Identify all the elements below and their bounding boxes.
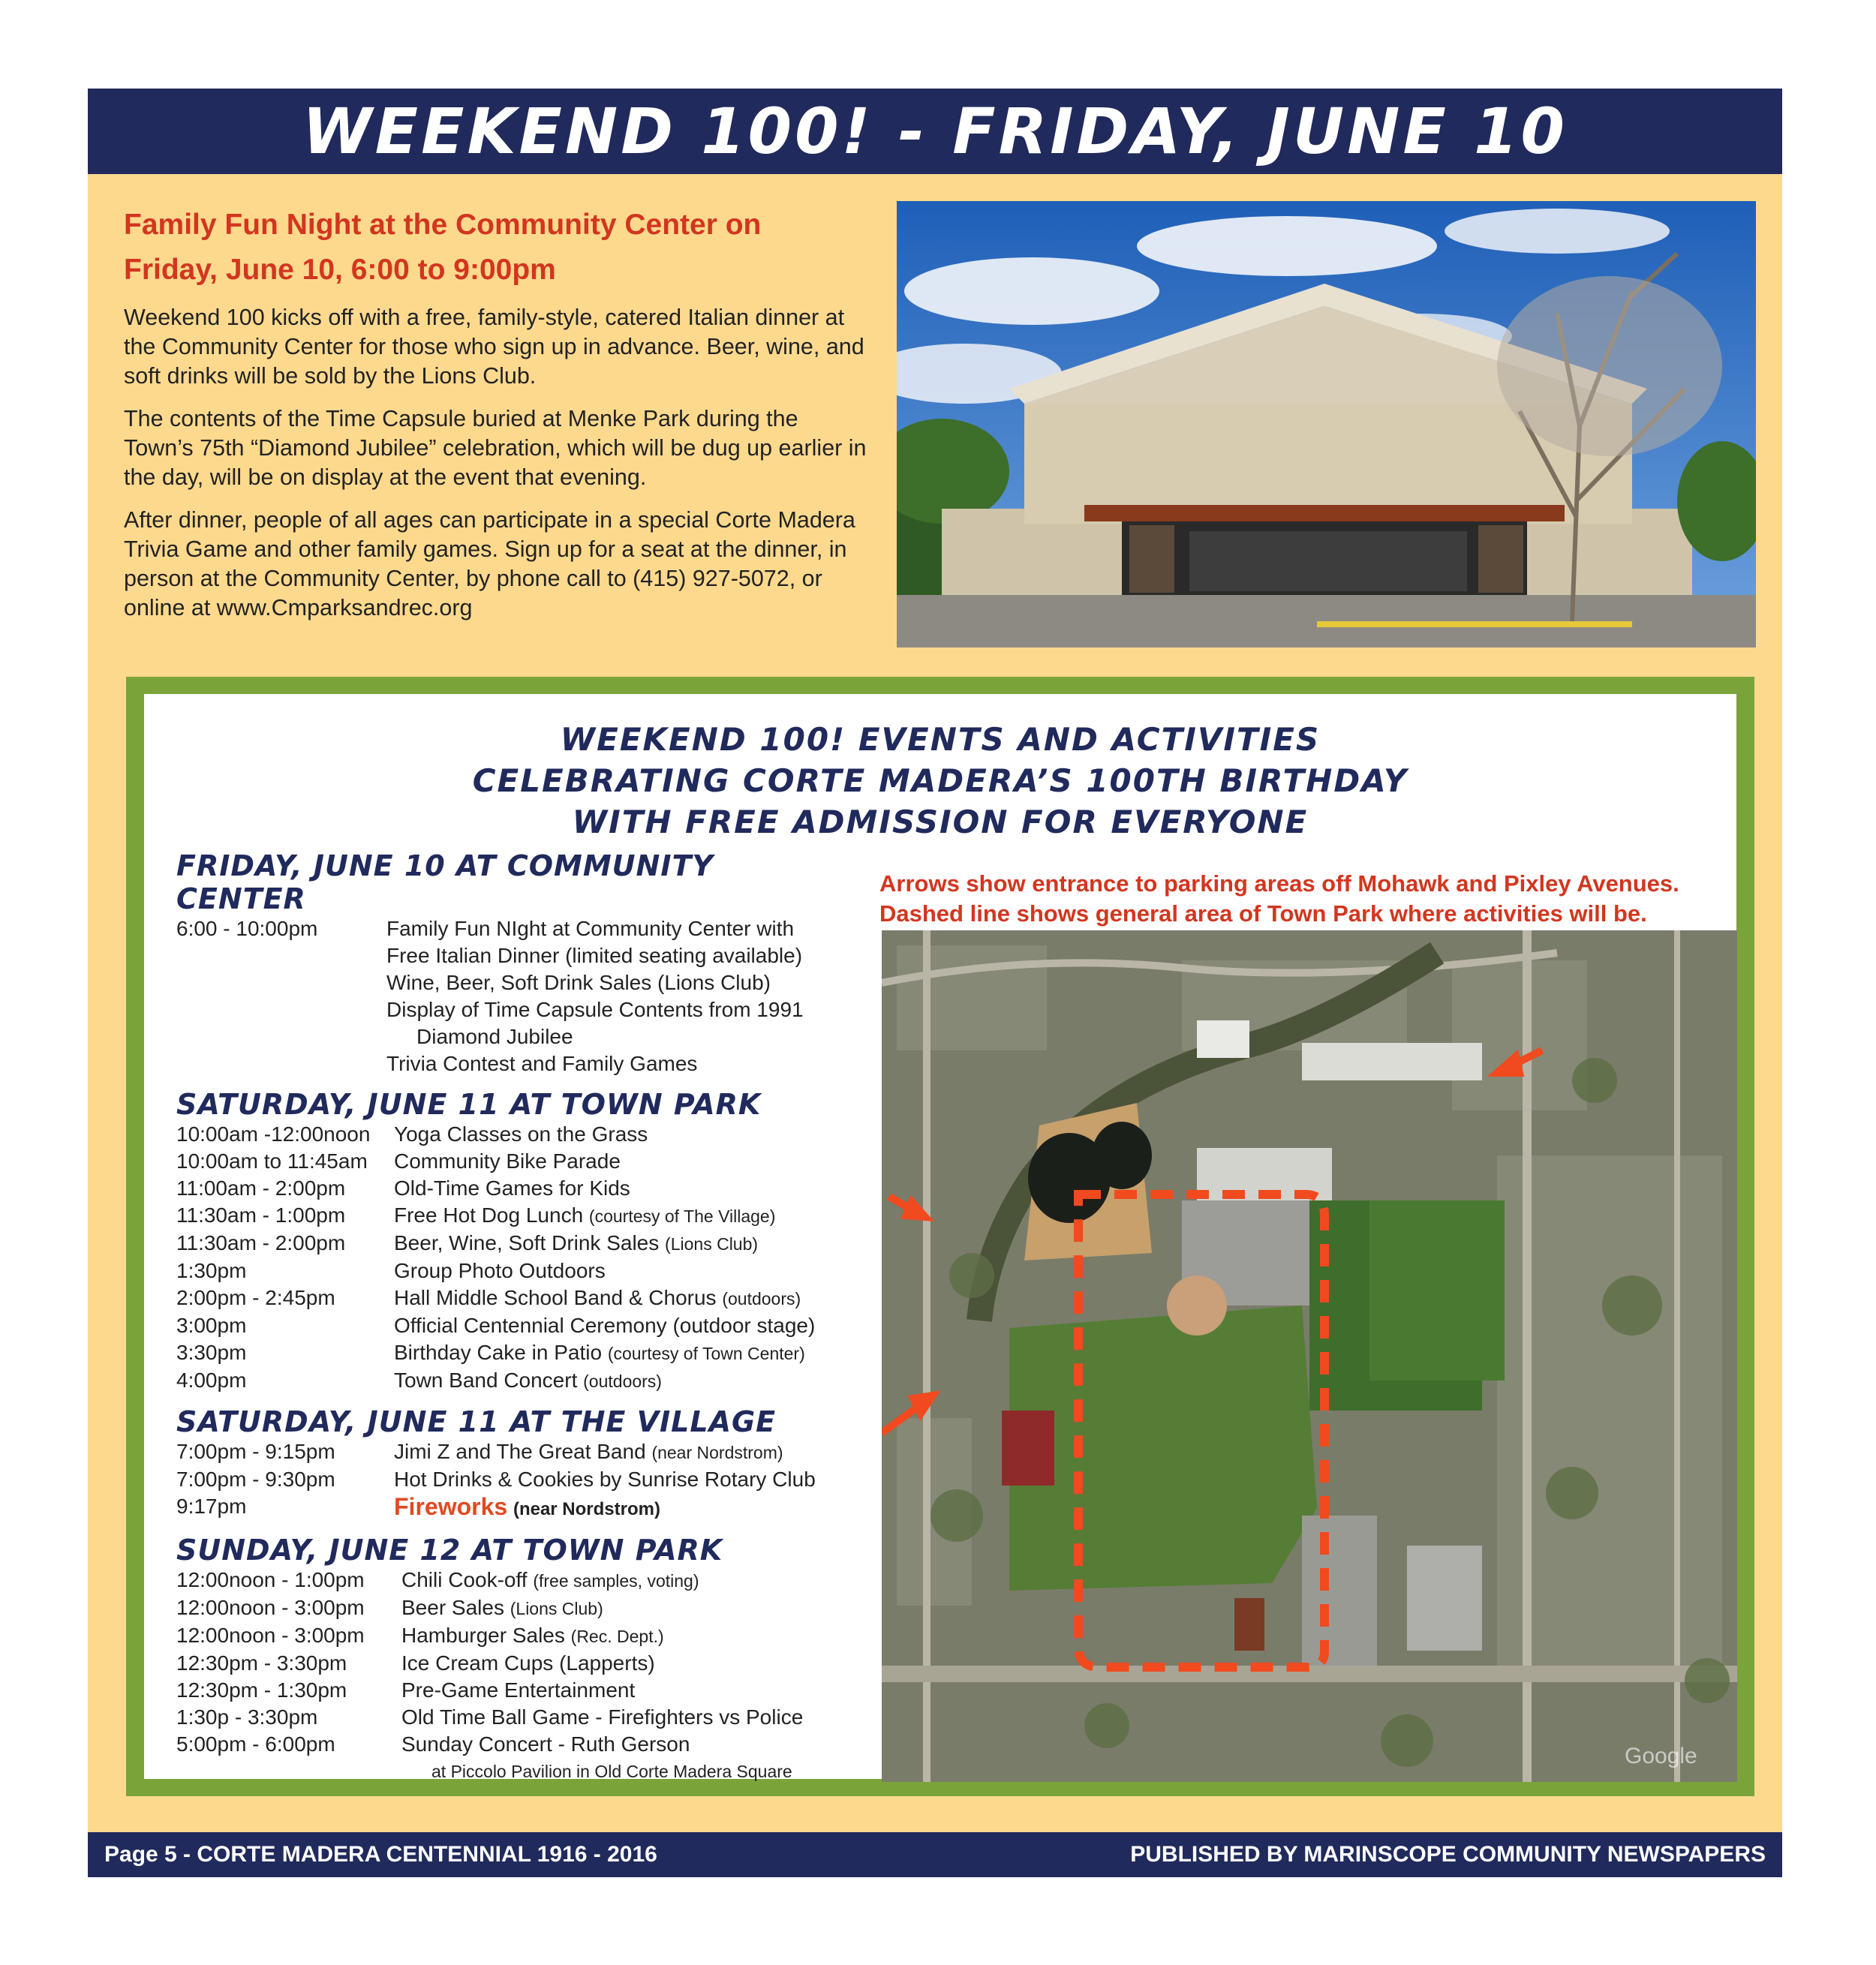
schedule-row: [176, 1758, 852, 1785]
friday-line: Trivia Contest and Family Games: [386, 1052, 698, 1075]
schedule-row: [176, 1650, 852, 1677]
row-activity: [394, 1312, 852, 1339]
map-caption-line2: Dashed line shows general area of Town Park where activities will be.: [879, 900, 1647, 927]
aerial-map-illustration: [882, 930, 1737, 1782]
row-activity-text: Yoga Classes on the Grass: [394, 1122, 648, 1146]
row-activity-text: Town Band Concert: [394, 1369, 578, 1392]
row-activity: [401, 1704, 852, 1731]
row-time: 11:00am - 2:00pm: [176, 1176, 346, 1200]
footer-left: Page 5 - CORTE MADERA CENTENNIAL 1916 - 2016: [104, 1842, 657, 1867]
row-time: 5:00pm - 6:00pm: [176, 1732, 335, 1756]
row-activity-text: Community Bike Parade: [394, 1149, 621, 1173]
footer-right: PUBLISHED BY MARINSCOPE COMMUNITY NEWSPAPERS: [1130, 1842, 1766, 1867]
row-activity-text: Hall Middle School Band & Chorus: [394, 1286, 717, 1309]
schedule-row: [176, 1704, 852, 1731]
row-activity-text: Beer, Wine, Soft Drink Sales: [394, 1231, 660, 1254]
row-activity-text: Chili Cook-off: [401, 1568, 528, 1591]
events-title-line3: WITH FREE ADMISSION FOR EVERYONE: [572, 804, 1309, 840]
row-time: [176, 1758, 431, 1785]
community-center-illustration: [897, 201, 1756, 647]
row-activity: [401, 1677, 852, 1704]
row-time: 9:17pm: [176, 1495, 247, 1518]
row-activity: [394, 1230, 852, 1257]
schedule-row: [176, 1367, 852, 1395]
map-watermark: Google: [1625, 1744, 1697, 1768]
schedule-row: [176, 1202, 852, 1230]
row-activity-text: Old-Time Games for Kids: [394, 1176, 630, 1200]
row-time: 3:00pm: [176, 1314, 247, 1337]
schedule: [176, 849, 852, 1785]
row-time: 10:00am -12:00noon: [176, 1122, 371, 1146]
row-note: (near Nordstrom): [651, 1443, 783, 1462]
fireworks-label: Fireworks: [394, 1493, 508, 1520]
friday-line: Wine, Beer, Soft Drink Sales (Lions Club): [386, 971, 771, 994]
row-activity: [394, 1438, 852, 1466]
schedule-row: [176, 1230, 852, 1257]
aerial-map: [882, 930, 1737, 1782]
row-time: 10:00am to 11:45am: [176, 1149, 368, 1173]
row-note: (Lions Club): [665, 1234, 759, 1254]
page-footer: [88, 1832, 1782, 1877]
schedule-row: [176, 1339, 852, 1367]
page-header: [88, 89, 1782, 174]
saturday-village-heading: SATURDAY, JUNE 11 AT THE VILLAGE: [176, 1405, 777, 1438]
row-activity-text: Hamburger Sales: [401, 1624, 565, 1647]
row-activity-text: Birthday Cake in Patio: [394, 1341, 603, 1364]
friday-line: Free Italian Dinner (limited seating available): [386, 944, 803, 967]
events-title-line1: WEEKEND 100! EVENTS AND ACTIVITIES: [560, 721, 1321, 758]
community-center-photo: [897, 201, 1756, 647]
schedule-row: [176, 1257, 852, 1284]
row-note: (Lions Club): [510, 1599, 603, 1618]
map-caption-line1: Arrows show entrance to parking areas off Mohawk and Pixley Avenues.: [879, 870, 1679, 897]
friday-heading: FRIDAY, JUNE 10 AT COMMUNITY CENTER: [176, 849, 714, 915]
row-time: 1:30pm: [176, 1259, 247, 1282]
row-time: 12:00noon - 3:00pm: [176, 1624, 365, 1647]
friday-line: Diamond Jubilee: [416, 1025, 573, 1048]
row-time: 11:30am - 2:00pm: [176, 1231, 346, 1254]
sunday-heading: SUNDAY, JUNE 12 AT TOWN PARK: [176, 1534, 723, 1567]
row-activity: [394, 1202, 852, 1230]
saturday-park-heading: SATURDAY, JUNE 11 AT TOWN PARK: [176, 1088, 762, 1121]
schedule-row: [176, 1121, 852, 1148]
schedule-row: [176, 1312, 852, 1339]
row-time: 7:00pm - 9:15pm: [176, 1440, 335, 1463]
row-note: (courtesy of The Village): [588, 1206, 776, 1226]
row-activity-text: Ice Cream Cups (Lapperts): [401, 1651, 655, 1675]
row-activity: [401, 1594, 852, 1622]
friday-line: Family Fun NIght at Community Center with: [386, 917, 795, 940]
row-note: (outdoors): [722, 1289, 801, 1308]
saturday-park-list: [176, 1121, 852, 1395]
row-activity: [401, 1567, 852, 1594]
row-activity: [394, 1466, 852, 1493]
row-activity-text: Beer Sales: [401, 1596, 504, 1619]
schedule-row: [176, 1175, 852, 1202]
schedule-row: [176, 1438, 852, 1466]
friday-row: [176, 915, 852, 1077]
intro-paragraph-1: Weekend 100 kicks off with a free, family-style, catered Italian dinner at the Community Center for those who sign up in advance. Beer, wine, and soft drinks will be sold by the Lions Club.: [124, 305, 864, 389]
events-title: [144, 719, 1736, 843]
row-note: (Rec. Dept.): [570, 1627, 664, 1646]
intro-heading-line1: Family Fun Night at the Community Center on: [124, 209, 762, 241]
row-activity: [394, 1493, 852, 1523]
row-note: (near Nordstrom): [513, 1499, 660, 1519]
events-title-line2: CELEBRATING CORTE MADERA’S 100TH BIRTHDAY: [472, 762, 1409, 799]
row-activity-text: Group Photo Outdoors: [394, 1259, 606, 1282]
row-note: at Piccolo Pavilion in Old Corte Madera Square: [431, 1762, 792, 1781]
row-time: 1:30p - 3:30pm: [176, 1705, 318, 1729]
row-activity-text: Pre-Game Entertainment: [401, 1678, 636, 1702]
schedule-row: [176, 1148, 852, 1175]
row-activity: [394, 1339, 852, 1367]
friday-time: 6:00 - 10:00pm: [176, 917, 318, 940]
row-activity: [401, 1622, 852, 1650]
schedule-row: [176, 1284, 852, 1312]
row-activity: [394, 1175, 852, 1202]
row-note: (free samples, voting): [533, 1571, 699, 1591]
row-activity-text: Sunday Concert - Ruth Gerson: [401, 1732, 690, 1756]
row-time: 12:00noon - 3:00pm: [176, 1596, 365, 1619]
row-activity-text: Hot Drinks & Cookies by Sunrise Rotary Club: [394, 1468, 816, 1491]
row-time: 2:00pm - 2:45pm: [176, 1286, 335, 1309]
page-title: WEEKEND 100! - FRIDAY, JUNE 10: [302, 95, 1568, 168]
friday-activities: [386, 915, 852, 1077]
schedule-row: [176, 1731, 852, 1758]
row-time: 3:30pm: [176, 1341, 247, 1364]
saturday-village-list: [176, 1438, 852, 1523]
row-activity: [394, 1367, 852, 1395]
intro-article: [124, 203, 867, 636]
row-time: 4:00pm: [176, 1369, 247, 1392]
schedule-row: [176, 1594, 852, 1622]
row-time: 12:30pm - 3:30pm: [176, 1651, 347, 1675]
sunday-list: [176, 1567, 852, 1785]
schedule-row: [176, 1622, 852, 1650]
schedule-row: [176, 1466, 852, 1493]
row-time: 7:00pm - 9:30pm: [176, 1468, 335, 1491]
row-note: (outdoors): [583, 1372, 662, 1391]
schedule-row: [176, 1567, 852, 1594]
row-note: (courtesy of Town Center): [607, 1344, 805, 1363]
schedule-row: [176, 1677, 852, 1704]
row-activity: [394, 1148, 852, 1175]
row-activity-text: Free Hot Dog Lunch: [394, 1203, 584, 1227]
intro-heading: [124, 203, 867, 293]
friday-line: Display of Time Capsule Contents from 1991: [386, 998, 804, 1021]
row-activity: [394, 1284, 852, 1312]
intro-paragraph-2: The contents of the Time Capsule buried at Menke Park during the Town’s 75th “Diamond Jubilee” celebration, which will be dug up earlier in the day, will be on display at the event that evening.: [124, 406, 867, 490]
row-activity: [401, 1731, 852, 1758]
row-activity: [401, 1650, 852, 1677]
row-activity: [394, 1121, 852, 1148]
row-activity-text: Old Time Ball Game - Firefighters vs Police: [401, 1705, 804, 1729]
row-time: 12:30pm - 1:30pm: [176, 1678, 347, 1702]
row-time: 12:00noon - 1:00pm: [176, 1568, 365, 1591]
intro-paragraph-3: After dinner, people of all ages can participate in a special Corte Madera Trivia Game and other family games. Sign up for a seat at the dinner, in person at the Community Center, by phone call to (415) 927-5072, or online at www.Cmparksandrec.org: [124, 507, 855, 620]
intro-heading-line2: Friday, June 10, 6:00 to 9:00pm: [124, 254, 556, 286]
map-caption: [879, 869, 1735, 929]
row-activity-text: Official Centennial Ceremony (outdoor stage): [394, 1314, 816, 1337]
row-time: 11:30am - 1:00pm: [176, 1203, 346, 1227]
row-activity-text: Jimi Z and The Great Band: [394, 1440, 646, 1463]
fireworks-row: [176, 1493, 852, 1523]
row-activity: [394, 1257, 852, 1284]
